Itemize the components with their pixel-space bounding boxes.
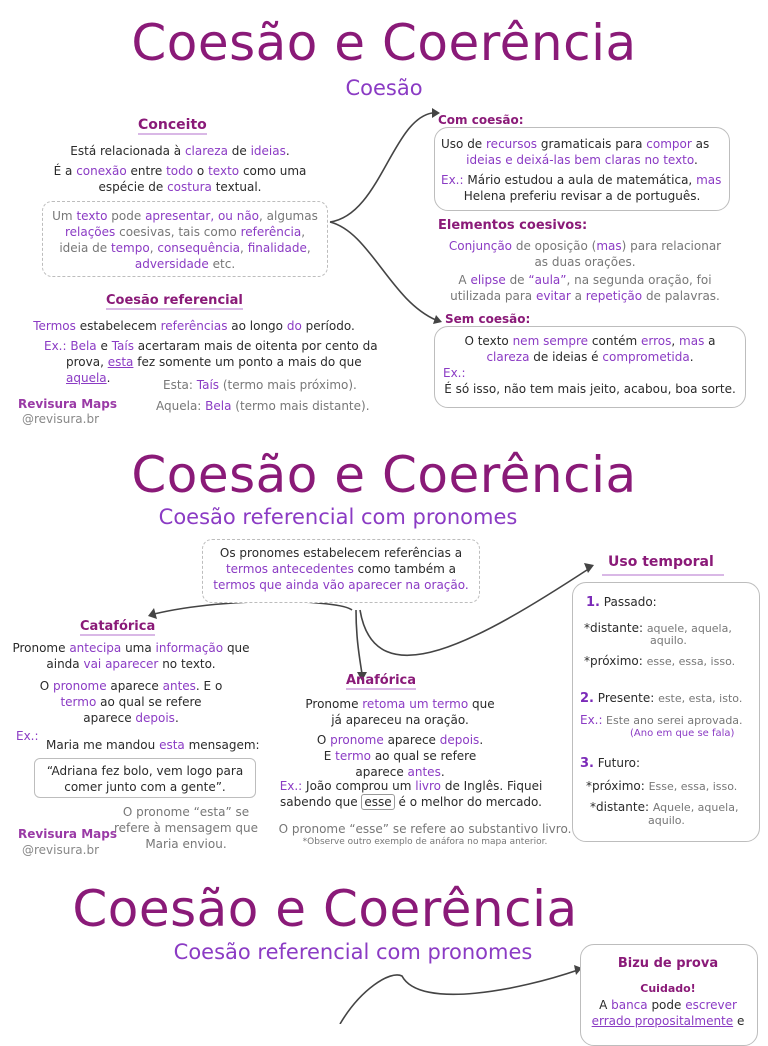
presente-label: 2. Presente: este, esta, isto. <box>580 691 743 706</box>
anaforica-note: O pronome “esse” se refere ao substantivo livro. <box>278 822 572 836</box>
futuro-label: 3. Futuro: <box>580 756 641 771</box>
brand-handle: @revisura.br <box>22 412 99 426</box>
arrow-to-cataforica <box>154 602 352 615</box>
futuro-distante: *distante: Aquele, aquela, <box>590 800 739 814</box>
elementos-coesivos-text: Conjunção de oposição (mas) para relacionar as duas orações. A elipse de “aula”, na segunda oração, foi utilizada para evitar a repetição de palavras. <box>448 239 722 303</box>
cataforica-note: O pronome “esta” se refere à mensagem que Maria enviou. <box>113 805 259 851</box>
section3-title: Coesão e Coerência <box>72 880 578 938</box>
elementos-coesivos-heading: Elementos coesivos: <box>438 218 588 233</box>
com-coesao-heading: Com coesão: <box>438 113 524 127</box>
brand-name: Revisura Maps <box>18 397 117 411</box>
anaforica-example: Ex.: João comprou um livro de Inglês. Fiquei sabendo que esse é o melhor do mercado. <box>279 779 543 809</box>
uso-temporal-underline <box>602 574 724 576</box>
passado-proximo: *próximo: esse, essa, isso. <box>584 654 736 668</box>
arrow-to-anaforica <box>356 610 362 674</box>
pronomes-intro-box: Os pronomes estabelecem referências a termos antecedentes como também a termos que ainda vão aparecer na oração. <box>202 539 480 603</box>
section1-title: Coesão e Coerência <box>131 14 637 72</box>
bizu-warning: Cuidado! <box>640 982 696 995</box>
aquela-note: Aquela: Bela (termo mais distante). <box>156 399 370 413</box>
coesao-referencial-heading: Coesão referencial <box>106 293 243 308</box>
cataforica-quote-box: “Adriana fez bolo, vem logo para comer junto com a gente”. <box>34 758 256 798</box>
relacoes-box: Um texto pode apresentar, ou não, algumas relações coesivas, tais como referência, ideia de tempo, consequência, finalidade, adversidade etc. <box>42 201 328 277</box>
passado-label: 1. Passado: <box>586 595 657 610</box>
coesao-referencial-example: Ex.: Bela e Taís acertaram mais de oitenta por cento da prova, esta fez somente um ponto a mais do que aquela. <box>44 339 378 385</box>
arrow-to-bizu <box>340 970 578 1024</box>
sem-coesao-box: O texto nem sempre contém erros, mas a clareza de ideias é comprometida. Ex.: É só isso, não tem mais jeito, acabou, boa sorte. <box>434 326 746 408</box>
cataforica-ex-label: Ex.: <box>16 729 39 743</box>
conceito-text: Está relacionada à clareza de ideias. É a conexão entre todo o texto como uma espécie de costura textual. <box>53 144 307 194</box>
cataforica-text: Pronome antecipa uma informação que ainda vai aparecer no texto. O pronome aparece antes. E o termo ao qual se refere aparece depois. <box>12 641 250 725</box>
anaforica-footnote: *Observe outro exemplo de anáfora no mapa anterior. <box>302 837 548 847</box>
futuro-proximo: *próximo: Esse, essa, isso. <box>586 779 738 793</box>
presente-example: Ex.: Este ano serei aprovada. <box>580 713 743 727</box>
futuro-distante-cont: aquilo. <box>648 814 685 827</box>
uso-temporal-heading: Uso temporal <box>608 554 714 570</box>
cataforica-example: Maria me mandou esta mensagem: <box>46 738 260 752</box>
bizu-heading: Bizu de prova <box>617 956 719 971</box>
esta-note: Esta: Taís (termo mais próximo). <box>163 378 357 392</box>
anaforica-text: Pronome retoma um termo que já apareceu na oração. O pronome aparece depois. E termo ao qual se refere aparece antes. <box>305 697 495 779</box>
passado-distante: *distante: aquele, aquela, <box>584 621 732 635</box>
com-coesao-box: Uso de recursos gramaticais para compor as ideias e deixá-las bem claras no texto. Ex.: Mário estudou a aula de matemática, mas Helena preferiu revisar a de português. <box>434 127 730 211</box>
arrow-to-sem-coesao <box>330 222 436 320</box>
section2-subtitle: Coesão referencial com pronomes <box>158 505 518 529</box>
arrow-to-com-coesao <box>330 113 432 222</box>
presente-example-note: (Ano em que se fala) <box>630 728 735 739</box>
brand-name-2: Revisura Maps <box>18 827 117 841</box>
bizu-text: A banca pode escrever errado propositalmente e <box>591 998 745 1028</box>
section3-subtitle: Coesão referencial com pronomes <box>173 940 533 964</box>
conceito-heading: Conceito <box>138 117 207 133</box>
sem-coesao-heading: Sem coesão: <box>445 312 531 326</box>
anaforica-heading: Anafórica <box>346 673 417 688</box>
coesao-referencial-text: Termos estabelecem referências ao longo do período. <box>33 319 355 333</box>
passado-distante-cont: aquilo. <box>650 634 687 647</box>
section1-subtitle: Coesão <box>345 76 423 100</box>
cataforica-heading: Catafórica <box>80 619 156 634</box>
section2-title: Coesão e Coerência <box>131 446 637 504</box>
brand-handle-2: @revisura.br <box>22 843 99 857</box>
